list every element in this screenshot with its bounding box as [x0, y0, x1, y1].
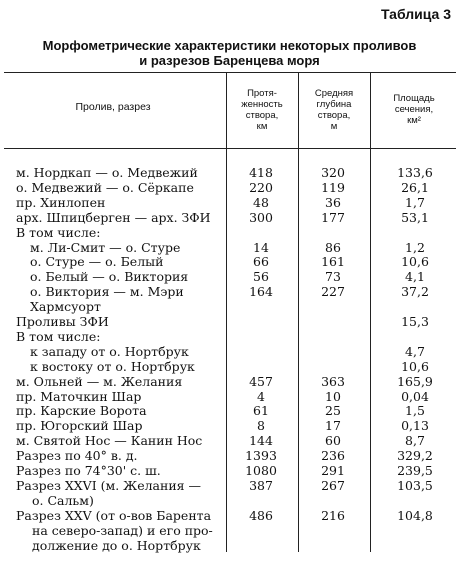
- row-area: 165,9: [397, 373, 433, 389]
- title-line-2: и разрезов Баренцева моря: [139, 53, 320, 68]
- row-area: 133,6: [397, 165, 433, 180]
- table-row: [0, 464, 459, 478]
- row-length: 66: [253, 254, 269, 270]
- row-length: 48: [253, 194, 269, 210]
- row-length: 300: [249, 209, 273, 225]
- row-name: В том числе:: [16, 224, 101, 240]
- row-name: Разрез по 40° в. д.: [16, 448, 138, 464]
- row-length: 220: [249, 179, 273, 195]
- row-area: 1,7: [405, 194, 425, 210]
- header-length-line: Протя-: [247, 88, 277, 99]
- row-area: 8,7: [405, 433, 425, 449]
- row-length: 1393: [245, 448, 277, 464]
- table-row: [0, 434, 459, 448]
- table-row: [0, 181, 459, 195]
- row-name: Разрез XXV (от о-вов Барента: [16, 507, 212, 523]
- row-name: м. Ли-Смит — о. Стуре: [30, 239, 181, 255]
- table-row: [0, 285, 459, 299]
- table-row: [0, 524, 459, 538]
- table-row: [0, 509, 459, 523]
- row-area: 104,8: [397, 507, 433, 523]
- header-length: [228, 88, 296, 132]
- table-row: [0, 315, 459, 329]
- table-row: [0, 404, 459, 418]
- table-row: [0, 494, 459, 508]
- row-name: В том числе:: [16, 328, 101, 344]
- row-depth: 267: [321, 477, 345, 493]
- row-depth: 25: [325, 403, 341, 419]
- table-row: [0, 345, 459, 359]
- table-row: [0, 390, 459, 404]
- header-depth-line: глубина: [316, 99, 352, 110]
- row-depth: 86: [325, 239, 341, 255]
- row-area: 0,04: [401, 388, 429, 404]
- header-area: [372, 93, 456, 126]
- row-name: на северо-запад) и его про-: [32, 522, 213, 538]
- row-area: 329,2: [397, 448, 433, 464]
- table-title: [0, 38, 459, 68]
- row-name: о. Сальм): [32, 492, 94, 508]
- row-name: арх. Шпицберген — арх. ЗФИ: [16, 209, 211, 225]
- header-length-line: женность: [241, 99, 283, 110]
- header-depth-line: створа,: [317, 110, 351, 121]
- row-name: пр. Карские Ворота: [16, 403, 147, 419]
- row-name: Разрез XXVI (м. Желания —: [16, 477, 202, 493]
- row-length: 387: [249, 477, 273, 493]
- row-depth: 216: [321, 507, 345, 523]
- row-name: Проливы ЗФИ: [16, 314, 109, 329]
- title-line-1: Морфометрические характеристики некоторых проливов: [42, 38, 417, 53]
- row-area: 1,2: [405, 239, 425, 255]
- row-name: пр. Маточкин Шар: [16, 388, 142, 404]
- table-row: [0, 375, 459, 389]
- row-area: 103,5: [397, 477, 433, 493]
- row-length: 457: [249, 373, 273, 389]
- row-depth: 236: [321, 448, 345, 464]
- row-length: 486: [249, 507, 273, 523]
- row-length: 61: [253, 403, 269, 419]
- table-row: [0, 300, 459, 314]
- row-depth: 119: [321, 179, 345, 195]
- row-name: о. Медвежий — о. Сёркапе: [16, 179, 194, 195]
- table-row: [0, 255, 459, 269]
- row-area: 37,2: [401, 284, 429, 300]
- row-name: Разрез по 74°30' с. ш.: [16, 463, 161, 478]
- row-depth: 73: [325, 269, 341, 285]
- row-length: 144: [249, 433, 273, 449]
- header-area-line: сечения,: [394, 104, 434, 115]
- header-depth: [300, 88, 368, 132]
- table-row: [0, 360, 459, 374]
- row-area: 4,7: [405, 343, 425, 359]
- row-area: 1,5: [405, 403, 425, 419]
- row-depth: 320: [321, 165, 345, 180]
- row-depth: 17: [325, 418, 341, 434]
- row-length: 418: [249, 165, 273, 180]
- table-row: [0, 330, 459, 344]
- row-depth: 227: [321, 284, 345, 300]
- row-depth: 10: [325, 388, 341, 404]
- table-row: [0, 166, 459, 180]
- row-depth: 177: [321, 209, 345, 225]
- row-area: 0,13: [401, 418, 429, 434]
- row-name: м. Нордкап — о. Медвежий: [16, 165, 198, 180]
- table-row: [0, 211, 459, 225]
- header-bottom-rule: [4, 148, 456, 149]
- row-name: о. Виктория — м. Мэри: [30, 284, 184, 300]
- row-name: должение до о. Нортбрук: [32, 537, 201, 553]
- row-name: к востоку от о. Нортбрук: [30, 358, 195, 374]
- table-row: [0, 270, 459, 284]
- row-name: о. Белый — о. Виктория: [30, 269, 189, 285]
- header-name: Пролив, разрез: [75, 101, 151, 113]
- header-depth-line: Средняя: [314, 88, 354, 99]
- row-depth: 363: [321, 373, 345, 389]
- header-area-line: Площадь: [393, 93, 435, 104]
- table-row: [0, 419, 459, 433]
- row-length: 56: [253, 269, 269, 285]
- row-area: 4,1: [405, 269, 425, 285]
- row-area: 15,3: [401, 314, 429, 329]
- table-row: [0, 479, 459, 493]
- header-area-line: км²: [407, 115, 421, 126]
- row-depth: 36: [325, 194, 341, 210]
- row-area: 10,6: [401, 254, 429, 270]
- row-length: 1080: [245, 463, 277, 478]
- row-depth: 161: [321, 254, 345, 270]
- table-row: [0, 226, 459, 240]
- row-name: м. Ольней — м. Желания: [16, 373, 183, 389]
- row-name: пр. Югорский Шар: [16, 418, 143, 434]
- table-row: [0, 241, 459, 255]
- table-row: [0, 449, 459, 463]
- row-name: о. Стуре — о. Белый: [30, 254, 164, 270]
- row-length: 164: [249, 284, 273, 300]
- table-row: [0, 539, 459, 553]
- row-length: 4: [257, 388, 265, 404]
- table-row: [0, 196, 459, 210]
- row-name: м. Святой Нос — Канин Нос: [16, 433, 203, 449]
- row-area: 53,1: [401, 209, 429, 225]
- row-area: 10,6: [401, 358, 429, 374]
- row-depth: 291: [321, 463, 345, 478]
- row-area: 239,5: [397, 463, 433, 478]
- row-area: 26,1: [401, 179, 429, 195]
- header-depth-line: м: [330, 121, 338, 132]
- header-top-rule: [4, 72, 456, 73]
- header-length-line: створа,: [245, 110, 279, 121]
- row-name: пр. Хинлопен: [16, 194, 106, 210]
- row-name: Хармсуорт: [30, 299, 101, 315]
- row-length: 14: [253, 239, 269, 255]
- row-length: 8: [257, 418, 265, 434]
- row-depth: 60: [325, 433, 341, 449]
- row-name: к западу от о. Нортбрук: [30, 343, 189, 359]
- table-label: Таблица 3: [380, 6, 451, 22]
- header-length-line: км: [256, 121, 268, 132]
